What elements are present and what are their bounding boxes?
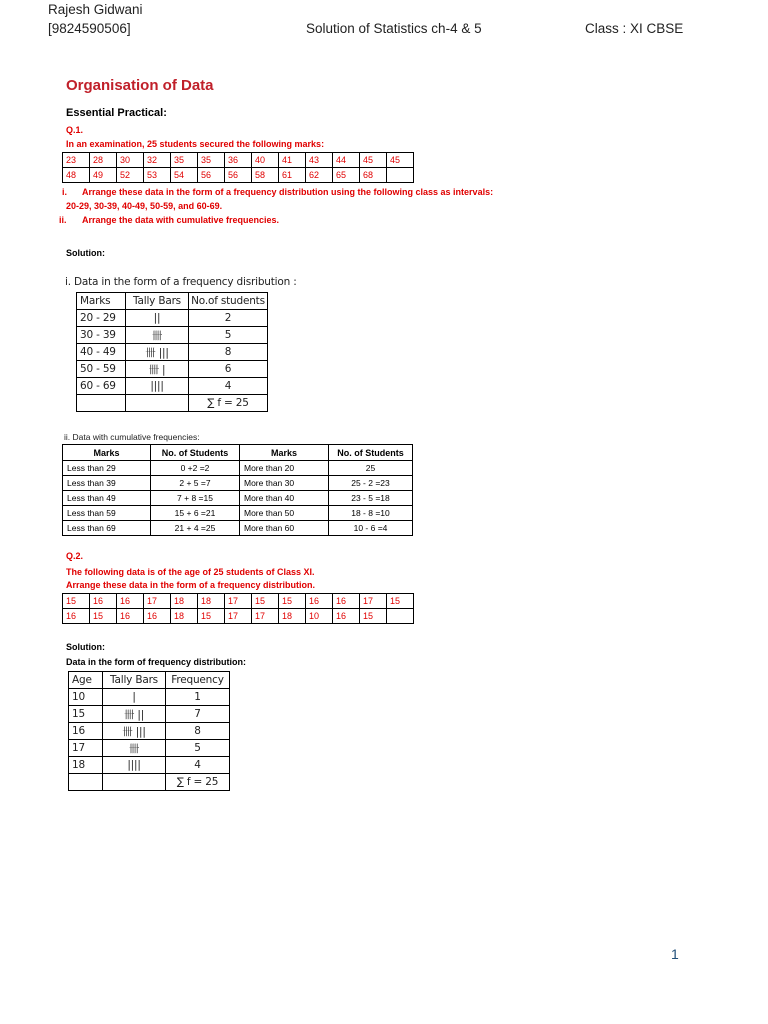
frequency-header-cell: No.of students bbox=[189, 293, 268, 310]
cumulative-cell: 0 +2 =2 bbox=[151, 461, 240, 476]
age-cell: 17 bbox=[252, 609, 279, 624]
q1-part-i-heading: i. Data in the form of a frequency disribution : bbox=[65, 276, 297, 288]
q1-label: Q.1. bbox=[66, 125, 84, 135]
cumulative-header-cell: No. of Students bbox=[151, 445, 240, 461]
section-title: Organisation of Data bbox=[66, 77, 214, 94]
age-cell: 18 bbox=[171, 609, 198, 624]
frequency-cell: 5 bbox=[166, 740, 230, 757]
tally-cell: 卌 ||| bbox=[126, 344, 189, 361]
document-subject: Solution of Statistics ch-4 & 5 bbox=[306, 21, 482, 36]
marks-cell: 54 bbox=[171, 168, 198, 183]
age-row bbox=[63, 594, 414, 609]
q2-label: Q.2. bbox=[66, 551, 84, 561]
frequency-row bbox=[69, 706, 230, 723]
frequency-cell: 4 bbox=[166, 757, 230, 774]
frequency-header-cell: Tally Bars bbox=[126, 293, 189, 310]
cumulative-cell: 25 bbox=[329, 461, 413, 476]
cumulative-cell: 15 + 6 =21 bbox=[151, 506, 240, 521]
marks-cell: 28 bbox=[90, 153, 117, 168]
cumulative-cell: Less than 59 bbox=[63, 506, 151, 521]
age-cell: 16 bbox=[306, 594, 333, 609]
q1-item-ii-text: Arrange the data with cumulative frequencies. bbox=[82, 215, 280, 225]
cumulative-cell: More than 50 bbox=[240, 506, 329, 521]
age-cell: 16 bbox=[63, 609, 90, 624]
age-cell: 16 bbox=[333, 594, 360, 609]
marks-cell: 35 bbox=[171, 153, 198, 168]
frequency-cell: 30 - 39 bbox=[77, 327, 126, 344]
age-cell: 15 bbox=[198, 609, 225, 624]
marks-cell: 53 bbox=[144, 168, 171, 183]
marks-cell: 35 bbox=[198, 153, 225, 168]
cumulative-cell: 25 - 2 =23 bbox=[329, 476, 413, 491]
frequency-cell: 10 bbox=[69, 689, 103, 706]
age-cell: 16 bbox=[117, 594, 144, 609]
marks-cell: 45 bbox=[360, 153, 387, 168]
q1-part-ii-heading: ii. Data with cumulative frequencies: bbox=[64, 432, 200, 442]
q2-solution-subheading: Data in the form of frequency distribution: bbox=[66, 657, 247, 667]
tally-cell: 卌 bbox=[126, 327, 189, 344]
frequency-cell: 40 - 49 bbox=[77, 344, 126, 361]
frequency-header-cell: Age bbox=[69, 672, 103, 689]
cumulative-row bbox=[63, 476, 413, 491]
age-cell: 16 bbox=[117, 609, 144, 624]
cumulative-cell: 18 - 8 =10 bbox=[329, 506, 413, 521]
age-cell: 15 bbox=[387, 594, 414, 609]
cumulative-cell: More than 30 bbox=[240, 476, 329, 491]
q1-item-i-number: i. bbox=[62, 187, 68, 197]
tally-cell: | bbox=[103, 689, 166, 706]
frequency-cell: 15 bbox=[69, 706, 103, 723]
marks-cell: 56 bbox=[198, 168, 225, 183]
marks-cell: 56 bbox=[225, 168, 252, 183]
marks-cell: 68 bbox=[360, 168, 387, 183]
author-name: Rajesh Gidwani bbox=[48, 2, 143, 17]
frequency-cell: 20 - 29 bbox=[77, 310, 126, 327]
age-cell: 17 bbox=[360, 594, 387, 609]
cumulative-cell: Less than 49 bbox=[63, 491, 151, 506]
tally-cell: 卌 ||| bbox=[103, 723, 166, 740]
age-row bbox=[63, 609, 414, 624]
age-cell: 10 bbox=[306, 609, 333, 624]
q2-solution-label: Solution: bbox=[66, 642, 105, 652]
frequency-row bbox=[77, 310, 268, 327]
page-number: 1 bbox=[671, 946, 679, 962]
frequency-row bbox=[77, 344, 268, 361]
frequency-cell: 8 bbox=[166, 723, 230, 740]
frequency-row bbox=[77, 361, 268, 378]
cumulative-row bbox=[63, 461, 413, 476]
age-cell: 16 bbox=[90, 594, 117, 609]
tally-cell: 卌 | bbox=[126, 361, 189, 378]
marks-cell: 52 bbox=[117, 168, 144, 183]
age-cell: 18 bbox=[279, 609, 306, 624]
q1-frequency-table bbox=[76, 292, 268, 412]
q2-line-1: The following data is of the age of 25 students of Class XI. bbox=[66, 567, 315, 577]
marks-cell: 61 bbox=[279, 168, 306, 183]
frequency-row bbox=[69, 689, 230, 706]
marks-cell: 49 bbox=[90, 168, 117, 183]
age-cell: 16 bbox=[333, 609, 360, 624]
age-cell: 18 bbox=[198, 594, 225, 609]
frequency-cell: 18 bbox=[69, 757, 103, 774]
age-cell: 17 bbox=[225, 594, 252, 609]
frequency-header-cell: Marks bbox=[77, 293, 126, 310]
frequency-row bbox=[69, 740, 230, 757]
marks-cell: 45 bbox=[387, 153, 414, 168]
author-phone: [9824590506] bbox=[48, 21, 131, 36]
frequency-cell: 60 - 69 bbox=[77, 378, 126, 395]
q1-item-i-text: Arrange these data in the form of a frequency distribution using the following class as intervals: bbox=[82, 187, 494, 197]
q1-solution-label: Solution: bbox=[66, 248, 105, 258]
age-cell: 15 bbox=[63, 594, 90, 609]
frequency-row bbox=[69, 757, 230, 774]
frequency-cell: 8 bbox=[189, 344, 268, 361]
age-cell: 15 bbox=[279, 594, 306, 609]
essential-heading: Essential Practical: bbox=[66, 107, 167, 119]
q2-age-table bbox=[62, 593, 414, 624]
frequency-row bbox=[77, 378, 268, 395]
frequency-row bbox=[77, 327, 268, 344]
frequency-cell: 17 bbox=[69, 740, 103, 757]
q2-frequency-total: ∑ f = 25 bbox=[166, 774, 230, 791]
cumulative-cell: Less than 69 bbox=[63, 521, 151, 536]
cumulative-cell: More than 60 bbox=[240, 521, 329, 536]
marks-cell: 58 bbox=[252, 168, 279, 183]
marks-cell: 41 bbox=[279, 153, 306, 168]
frequency-row bbox=[69, 723, 230, 740]
tally-cell: || bbox=[126, 310, 189, 327]
cumulative-cell: More than 20 bbox=[240, 461, 329, 476]
marks-cell: 36 bbox=[225, 153, 252, 168]
tally-cell: 卌 || bbox=[103, 706, 166, 723]
q2-line-2: Arrange these data in the form of a frequency distribution. bbox=[66, 580, 316, 590]
cumulative-cell: Less than 39 bbox=[63, 476, 151, 491]
age-cell: 15 bbox=[252, 594, 279, 609]
cumulative-header-cell: Marks bbox=[63, 445, 151, 461]
cumulative-cell: More than 40 bbox=[240, 491, 329, 506]
cumulative-cell: 10 - 6 =4 bbox=[329, 521, 413, 536]
cumulative-cell: 2 + 5 =7 bbox=[151, 476, 240, 491]
age-cell: 18 bbox=[171, 594, 198, 609]
age-cell: 15 bbox=[360, 609, 387, 624]
frequency-cell: 6 bbox=[189, 361, 268, 378]
marks-cell: 62 bbox=[306, 168, 333, 183]
cumulative-cell: 21 + 4 =25 bbox=[151, 521, 240, 536]
cumulative-cell: Less than 29 bbox=[63, 461, 151, 476]
frequency-cell: 7 bbox=[166, 706, 230, 723]
q1-marks-table bbox=[62, 152, 414, 183]
frequency-cell: 4 bbox=[189, 378, 268, 395]
age-cell: 15 bbox=[90, 609, 117, 624]
marks-cell: 48 bbox=[63, 168, 90, 183]
age-cell: 16 bbox=[144, 609, 171, 624]
age-cell: 17 bbox=[225, 609, 252, 624]
frequency-cell: 2 bbox=[189, 310, 268, 327]
marks-cell: 30 bbox=[117, 153, 144, 168]
q1-frequency-total: ∑ f = 25 bbox=[189, 395, 268, 412]
class-label: Class : XI CBSE bbox=[585, 21, 684, 36]
cumulative-header-cell: Marks bbox=[240, 445, 329, 461]
marks-cell: 65 bbox=[333, 168, 360, 183]
q1-prompt: In an examination, 25 students secured the following marks: bbox=[66, 139, 325, 149]
age-cell: 17 bbox=[144, 594, 171, 609]
frequency-cell: 5 bbox=[189, 327, 268, 344]
marks-cell: 32 bbox=[144, 153, 171, 168]
q2-frequency-table bbox=[68, 671, 230, 791]
marks-cell: 40 bbox=[252, 153, 279, 168]
marks-cell bbox=[387, 168, 414, 183]
cumulative-row bbox=[63, 521, 413, 536]
q1-item-ii-number: ii. bbox=[59, 215, 67, 225]
marks-row bbox=[63, 168, 414, 183]
cumulative-cell: 23 - 5 =18 bbox=[329, 491, 413, 506]
cumulative-row bbox=[63, 491, 413, 506]
marks-row bbox=[63, 153, 414, 168]
marks-cell: 44 bbox=[333, 153, 360, 168]
tally-cell: 卌 bbox=[103, 740, 166, 757]
frequency-cell: 1 bbox=[166, 689, 230, 706]
cumulative-row bbox=[63, 506, 413, 521]
tally-cell: |||| bbox=[126, 378, 189, 395]
q1-cumulative-table bbox=[62, 444, 413, 536]
cumulative-header-cell: No. of Students bbox=[329, 445, 413, 461]
age-cell bbox=[387, 609, 414, 624]
frequency-header-cell: Frequency bbox=[166, 672, 230, 689]
q1-item-i-intervals: 20-29, 30-39, 40-49, 50-59, and 60-69. bbox=[66, 201, 223, 211]
frequency-cell: 50 - 59 bbox=[77, 361, 126, 378]
tally-cell: |||| bbox=[103, 757, 166, 774]
frequency-header-cell: Tally Bars bbox=[103, 672, 166, 689]
marks-cell: 23 bbox=[63, 153, 90, 168]
marks-cell: 43 bbox=[306, 153, 333, 168]
cumulative-cell: 7 + 8 =15 bbox=[151, 491, 240, 506]
frequency-cell: 16 bbox=[69, 723, 103, 740]
